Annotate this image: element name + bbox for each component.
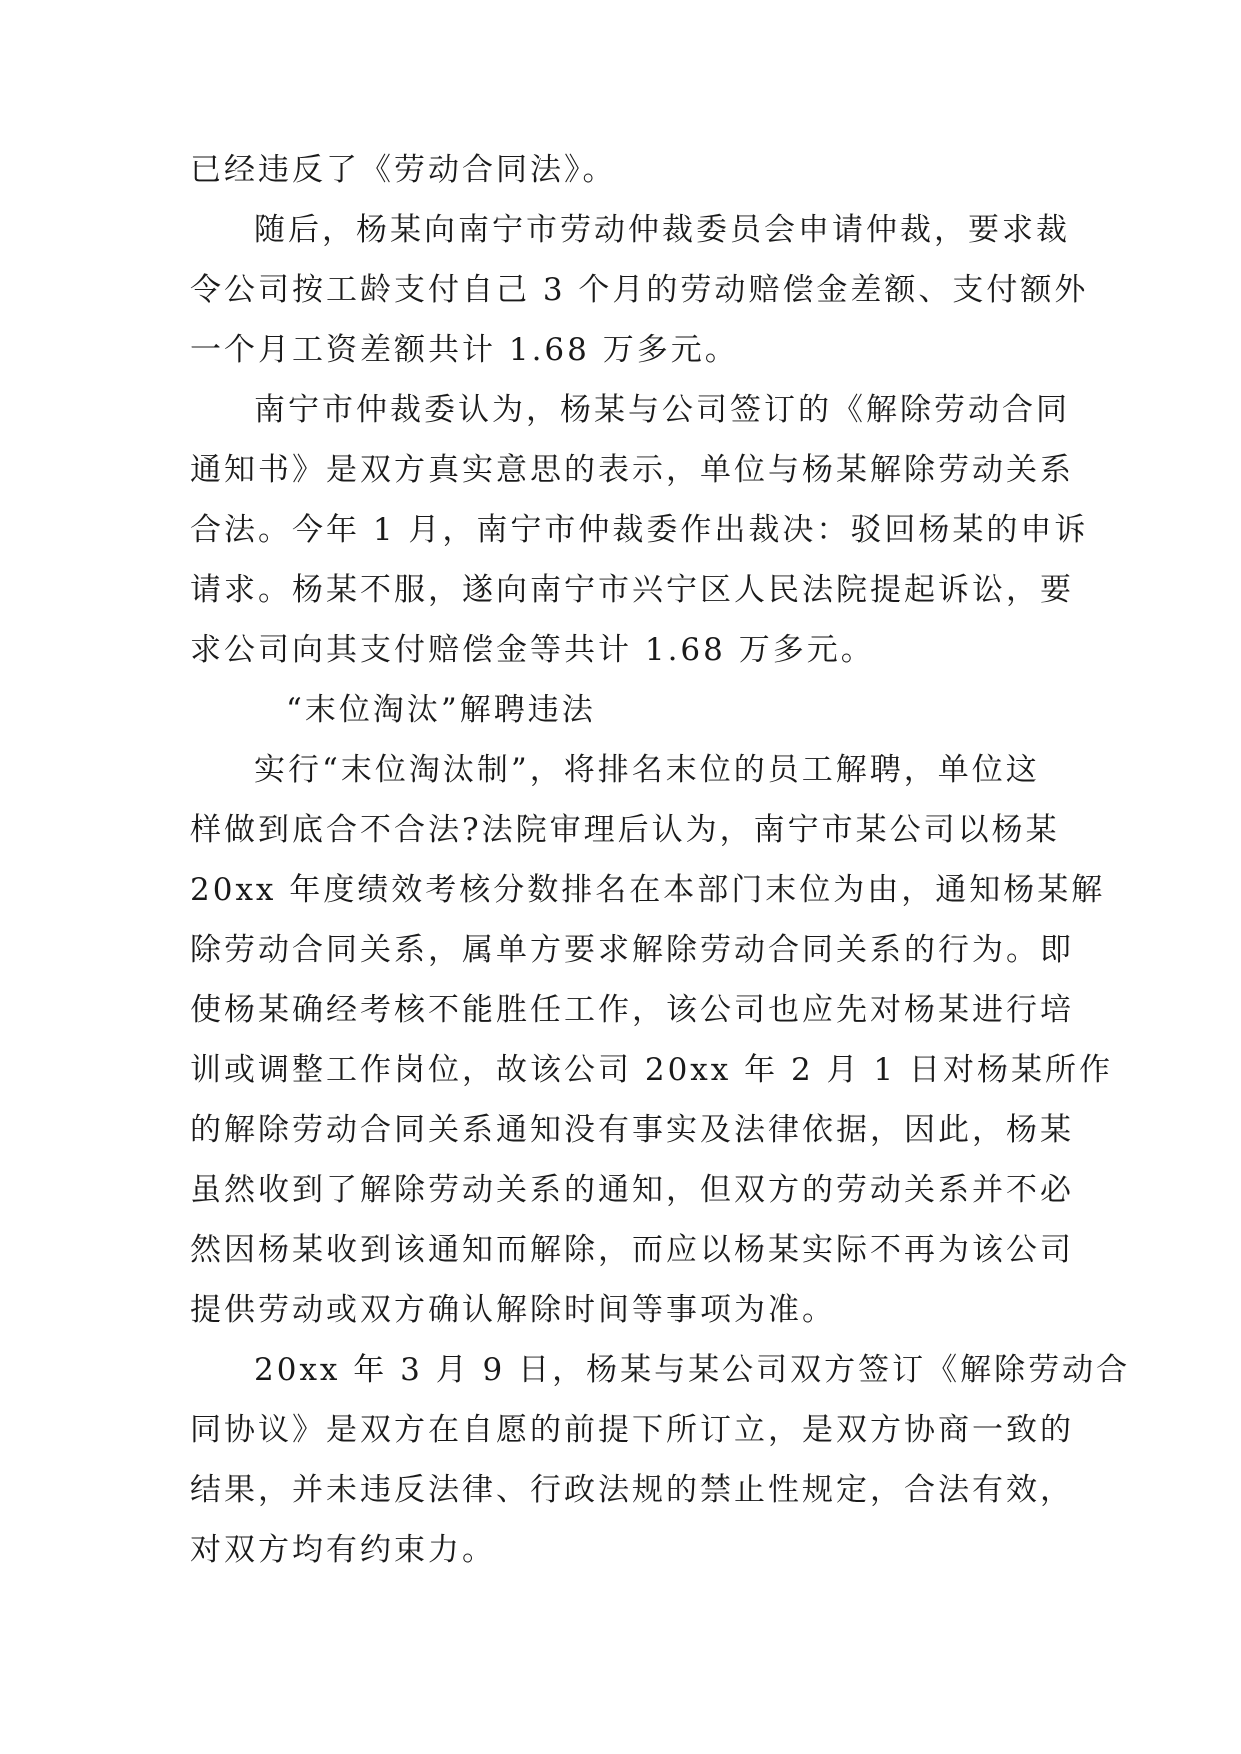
section-heading: “末位淘汰”解聘违法 <box>286 692 596 728</box>
text-line: 使杨某确经考核不能胜任工作，该公司也应先对杨某进行培 <box>190 992 1074 1028</box>
text-line: 令公司按工龄支付自己 3 个月的劳动赔偿金差额、支付额外 <box>190 272 1089 308</box>
text-line: 样做到底合不合法?法院审理后认为，南宁市某公司以杨某 <box>190 812 1060 848</box>
text-line: 对双方均有约束力。 <box>190 1532 496 1568</box>
text-line: 训或调整工作岗位，故该公司 20xx 年 2 月 1 日对杨某所作 <box>190 1052 1113 1088</box>
text-line: 同协议》是双方在自愿的前提下所订立，是双方协商一致的 <box>190 1412 1074 1448</box>
text-line: 虽然收到了解除劳动关系的通知，但双方的劳动关系并不必 <box>190 1172 1074 1208</box>
paragraph-start-line: 20xx 年 3 月 9 日，杨某与某公司双方签订《解除劳动合 <box>254 1352 1131 1388</box>
text-line: 然因杨某收到该通知而解除，而应以杨某实际不再为该公司 <box>190 1232 1074 1268</box>
text-line: 一个月工资差额共计 1.68 万多元。 <box>190 332 739 368</box>
paragraph-start-line: 实行“末位淘汰制”，将排名末位的员工解聘，单位这 <box>254 752 1040 788</box>
paragraph-start-line: 南宁市仲裁委认为，杨某与公司签订的《解除劳动合同 <box>254 392 1070 428</box>
text-line: 除劳动合同关系，属单方要求解除劳动合同关系的行为。即 <box>190 932 1074 968</box>
paragraph-start-line: 随后，杨某向南宁市劳动仲裁委员会申请仲裁，要求裁 <box>254 212 1070 248</box>
text-line: 已经违反了《劳动合同法》。 <box>190 152 617 188</box>
text-line: 提供劳动或双方确认解除时间等事项为准。 <box>190 1292 836 1328</box>
text-line: 请求。杨某不服，遂向南宁市兴宁区人民法院提起诉讼，要 <box>190 572 1074 608</box>
text-line: 的解除劳动合同关系通知没有事实及法律依据，因此，杨某 <box>190 1112 1074 1148</box>
text-line: 求公司向其支付赔偿金等共计 1.68 万多元。 <box>190 632 875 668</box>
text-line: 20xx 年度绩效考核分数排名在本部门末位为由，通知杨某解 <box>190 872 1106 908</box>
text-line: 通知书》是双方真实意思的表示，单位与杨某解除劳动关系 <box>190 452 1074 488</box>
text-line: 合法。今年 1 月，南宁市仲裁委作出裁决：驳回杨某的申诉 <box>190 512 1089 548</box>
text-line: 结果，并未违反法律、行政法规的禁止性规定，合法有效， <box>190 1472 1074 1508</box>
